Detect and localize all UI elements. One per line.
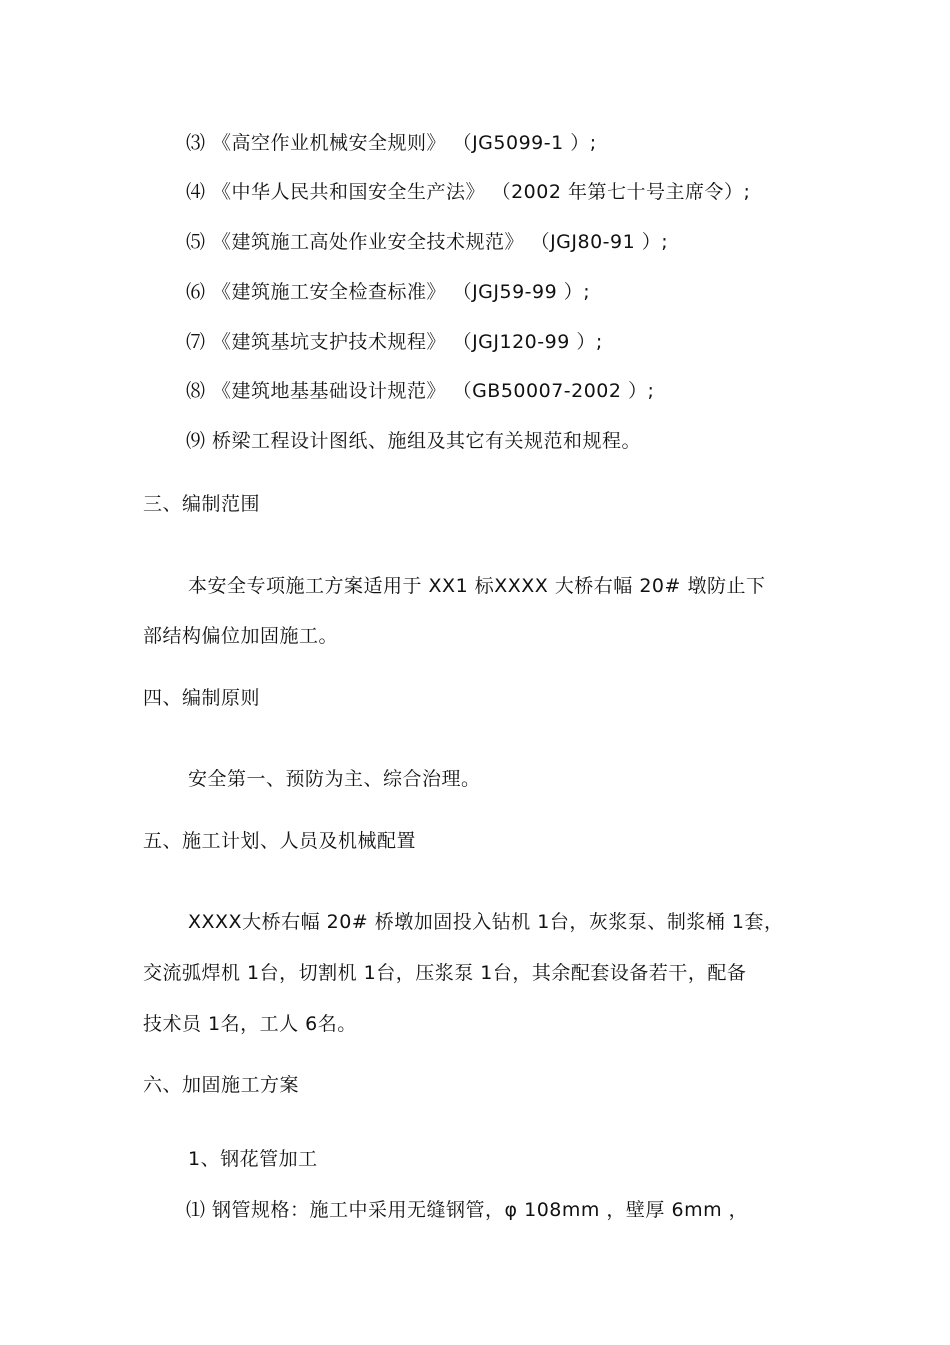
reference-item-4: ⑷ 《中华人民共和国安全生产法》 （2002 年第七十号主席令）; — [186, 181, 751, 203]
section-heading-scope: 三、编制范围 — [143, 493, 261, 515]
reference-item-6: ⑹ 《建筑施工安全检查标准》 （JGJ59-99 ）; — [186, 281, 591, 303]
steel-pipe-spec-item: ⑴ 钢管规格：施工中采用无缝钢管，φ 108mm ，壁厚 6mm ， — [186, 1199, 749, 1221]
reference-item-7: ⑺ 《建筑基坑支护技术规程》 （JGJ120-99 ）; — [186, 331, 603, 353]
scope-paragraph-line-2: 部结构偏位加固施工。 — [143, 625, 339, 647]
reference-item-8: ⑻ 《建筑地基基础设计规范》 （GB50007-2002 ）; — [186, 380, 655, 402]
scope-paragraph-line-1: 本安全专项施工方案适用于 XX1 标XXXX 大桥右幅 20# 墩防止下 — [188, 575, 766, 597]
principles-paragraph: 安全第一、预防为主、综合治理。 — [188, 768, 481, 790]
plan-paragraph-line-1: XXXX大桥右幅 20# 桥墩加固投入钻机 1台，灰浆泵、制浆桶 1套， — [188, 911, 784, 933]
reference-item-3: ⑶ 《高空作业机械安全规则》 （JG5099-1 ）; — [186, 132, 597, 154]
section-heading-reinforcement: 六、加固施工方案 — [143, 1074, 300, 1096]
subsection-heading-steel-pipe: 1、钢花管加工 — [188, 1148, 318, 1170]
reference-item-5: ⑸ 《建筑施工高处作业安全技术规范》 （JGJ80-91 ）; — [186, 231, 669, 253]
plan-paragraph-line-3: 技术员 1名，工人 6名。 — [143, 1013, 357, 1035]
plan-paragraph-line-2: 交流弧焊机 1台，切割机 1台，压浆泵 1台，其余配套设备若干，配备 — [143, 962, 747, 984]
section-heading-plan: 五、施工计划、人员及机械配置 — [143, 830, 417, 852]
section-heading-principles: 四、编制原则 — [143, 687, 261, 709]
reference-item-9: ⑼ 桥梁工程设计图纸、施组及其它有关规范和规程。 — [186, 430, 642, 452]
